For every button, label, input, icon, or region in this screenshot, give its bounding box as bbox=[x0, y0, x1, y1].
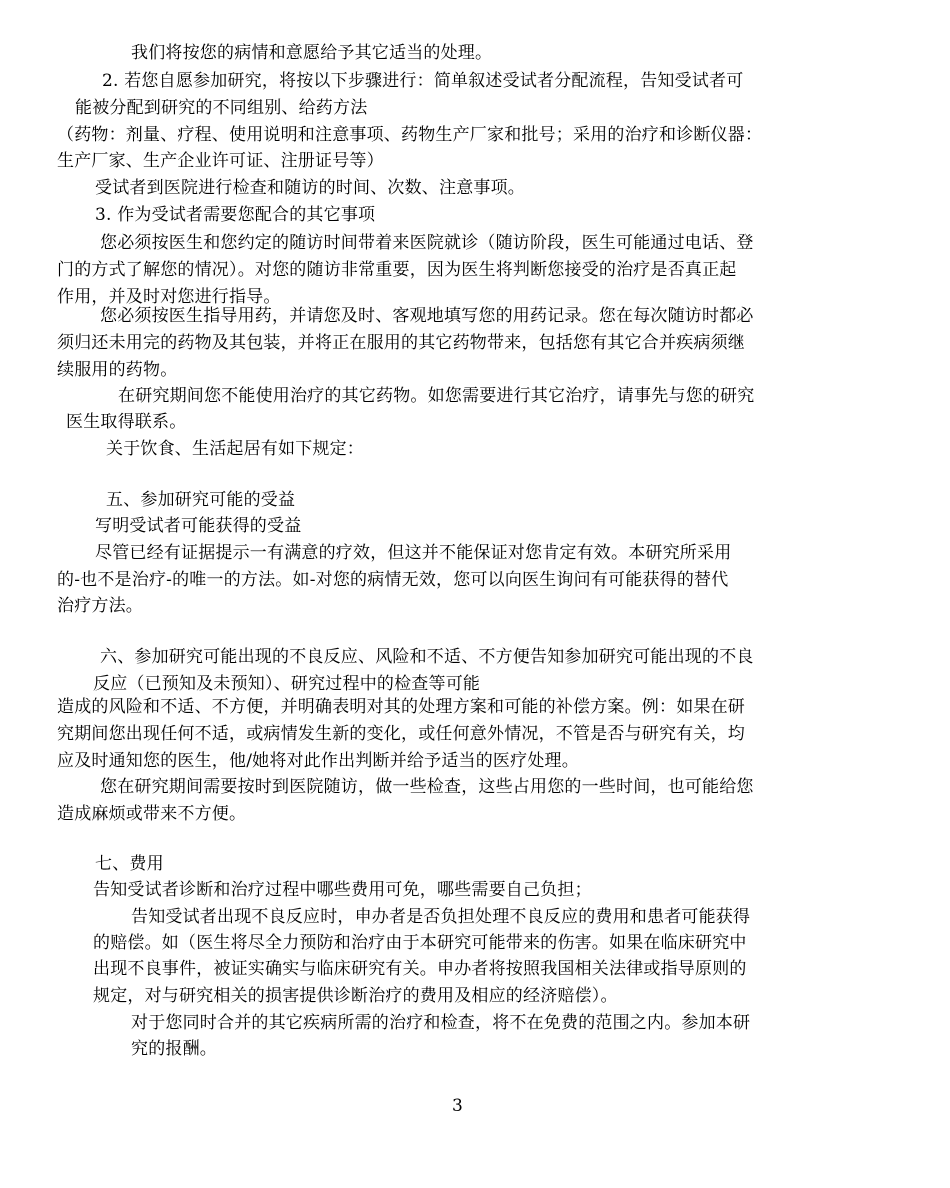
text-line: 规定，对与研究相关的损害提供诊断治疗的费用及相应的经济赔偿）。 bbox=[93, 986, 618, 1006]
text-line: 您必须按医生指导用药，并请您及时、客观地填写您的用药记录。您在每次随访时都必 bbox=[100, 306, 754, 326]
text-line: 关于饮食、生活起居有如下规定： bbox=[106, 439, 364, 459]
text-line: 告知受试者出现不良反应时，申办者是否负担处理不良反应的费用和患者可能获得 bbox=[131, 907, 751, 927]
text-line: 的赔偿。如（医生将尽全力预防和治疗由于本研究可能带来的伤害。如果在临床研究中 bbox=[93, 933, 747, 953]
text-line: 治疗方法。 bbox=[57, 596, 143, 616]
text-line: 续服用的药物。 bbox=[57, 360, 178, 380]
text-line: 3. 作为受试者需要您配合的其它事项 bbox=[95, 205, 376, 225]
text-line: 医生取得联系。 bbox=[66, 412, 187, 432]
text-line: 应及时通知您的医生，他/她将对此作出判断并给予适当的医疗处理。 bbox=[57, 751, 579, 771]
section-heading: 六、参加研究可能出现的不良反应、风险和不适、不方便告知参加研究可能出现的不良 bbox=[100, 647, 754, 667]
text-line: 能被分配到研究的不同组别、给药方法 bbox=[75, 98, 368, 118]
text-line: 您必须按医生和您约定的随访时间带着来医院就诊（随访阶段，医生可能通过电话、登 bbox=[100, 233, 754, 253]
text-line: 我们将按您的病情和意愿给予其它适当的处理。 bbox=[131, 43, 493, 63]
text-line: 受试者到医院进行检查和随访的时间、次数、注意事项。 bbox=[95, 178, 525, 198]
text-line: 2. 若您自愿参加研究，将按以下步骤进行：简单叙述受试者分配流程，告知受试者可 bbox=[102, 71, 744, 91]
text-line: 您在研究期间需要按时到医院随访，做一些检查，这些占用您的一些时间，也可能给您 bbox=[100, 777, 754, 797]
text-line: 尽管已经有证据提示一有满意的疗效，但这并不能保证对您肯定有效。本研究所采用 bbox=[95, 543, 732, 563]
text-line: 须归还未用完的药物及其包装，并将正在服用的其它药物带来，包括您有其它合并疾病须继 bbox=[57, 333, 745, 353]
text-line: 造成麻烦或带来不方便。 bbox=[57, 804, 247, 824]
text-line: 反应（已预知及未预知）、研究过程中的检查等可能 bbox=[93, 674, 481, 694]
text-line: 出现不良事件，被证实确实与临床研究有关。申办者将按照我国相关法律或指导原则的 bbox=[93, 959, 747, 979]
text-line: 告知受试者诊断和治疗过程中哪些费用可免，哪些需要自己负担； bbox=[93, 880, 592, 900]
page-number: 3 bbox=[452, 1096, 463, 1116]
text-line: 究的报酬。 bbox=[131, 1039, 217, 1059]
section-heading: 七、费用 bbox=[95, 854, 164, 874]
text-line: 的-也不是治疗-的唯一的方法。如-对您的病情无效，您可以向医生询问有可能获得的替代 bbox=[57, 570, 729, 590]
section-heading: 五、参加研究可能的受益 bbox=[106, 490, 296, 510]
text-line: 对于您同时合并的其它疾病所需的治疗和检查，将不在免费的范围之内。参加本研 bbox=[131, 1013, 751, 1033]
text-line: （药物：剂量、疗程、使用说明和注意事项、药物生产厂家和批号；采用的治疗和诊断仪器： bbox=[57, 125, 763, 145]
text-line: 究期间您出现任何不适，或病情发生新的变化，或任何意外情况，不管是否与研究有关，均 bbox=[57, 724, 745, 744]
text-line: 作用，并及时对您进行指导。 bbox=[57, 287, 281, 307]
text-line: 门的方式了解您的情况）。对您的随访非常重要，因为医生将判断您接受的治疗是否真正起 bbox=[57, 260, 737, 280]
text-line: 写明受试者可能获得的受益 bbox=[95, 516, 302, 536]
text-line: 造成的风险和不适、不方便，并明确表明对其的处理方案和可能的补偿方案。例：如果在研 bbox=[57, 697, 745, 717]
text-line: 在研究期间您不能使用治疗的其它药物。如您需要进行其它治疗，请事先与您的研究 bbox=[118, 386, 755, 406]
text-line: 生产厂家、生产企业许可证、注册证号等） bbox=[57, 151, 384, 171]
